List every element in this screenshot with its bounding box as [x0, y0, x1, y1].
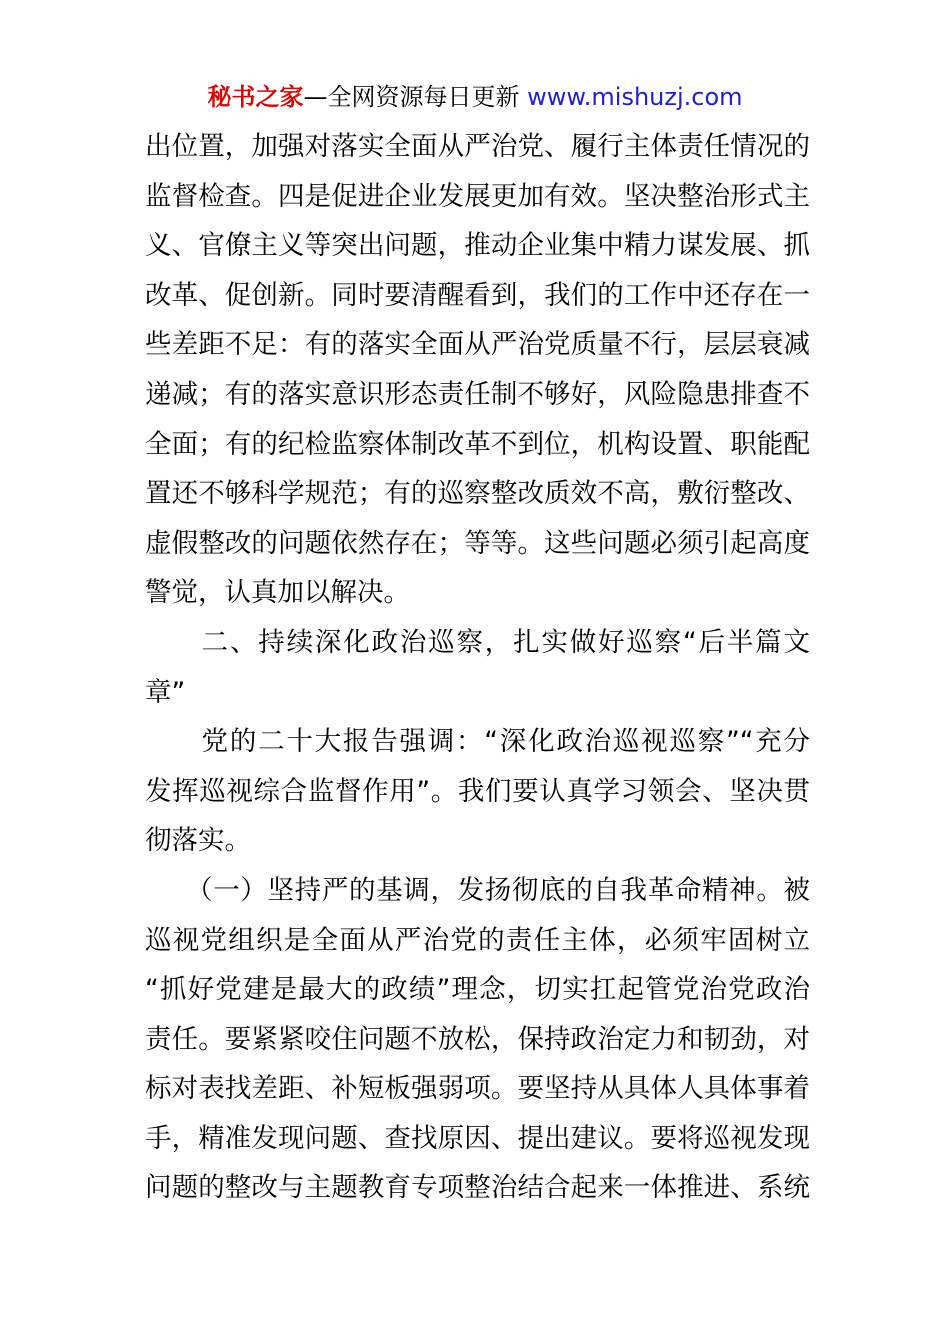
section-heading-line: 二、持续深化政治巡察，扎实做好巡察“后半篇文	[145, 626, 810, 658]
text-line: 标对表找差距、补短板强弱项。要坚持从具体人具体事着	[145, 1073, 810, 1105]
header-brand: 秘书之家	[207, 83, 304, 111]
section-heading-line: 章”	[145, 676, 186, 708]
text-line: 些差距不足：有的落实全面从严治党质量不行，层层衰减	[145, 329, 810, 361]
text-line: 彻落实。	[145, 825, 251, 857]
text-line: 巡视党组织是全面从严治党的责任主体，必须牢固树立	[145, 924, 810, 956]
text-line: 置还不够科学规范；有的巡察整改质效不高，敷衍整改、	[145, 478, 810, 510]
text-line: 改革、促创新。同时要清醒看到，我们的工作中还存在一	[145, 279, 810, 311]
header-slogan: —全网资源每日更新	[303, 83, 528, 111]
text-line: “抓好党建是最大的政绩”理念，切实扛起管党治党政治	[145, 974, 810, 1006]
text-line: 警觉，认真加以解决。	[145, 577, 410, 609]
text-line: 全面；有的纪检监察体制改革不到位，机构设置、职能配	[145, 428, 810, 460]
header-url-link[interactable]: www.mishuzj.com	[527, 83, 743, 111]
text-line: 递减；有的落实意识形态责任制不够好，风险隐患排查不	[145, 378, 810, 410]
text-line: 监督检查。四是促进企业发展更加有效。坚决整治形式主	[145, 180, 810, 212]
text-line: 党的二十大报告强调：“深化政治巡视巡察”“充分	[145, 726, 810, 758]
text-line: 虚假整改的问题依然存在；等等。这些问题必须引起高度	[145, 527, 810, 559]
text-line: 出位置，加强对落实全面从严治党、履行主体责任情况的	[145, 131, 810, 162]
text-line: 手，精准发现问题、查找原因、提出建议。要将巡视发现	[145, 1122, 810, 1154]
text-line: 义、官僚主义等突出问题，推动企业集中精力谋发展、抓	[145, 230, 810, 262]
page-header	[0, 80, 950, 114]
text-line: 问题的整改与主题教育专项整治结合起来一体推进、系统	[145, 1172, 810, 1204]
document-body	[145, 122, 810, 1213]
text-line: 发挥巡视综合监督作用”。我们要认真学习领会、坚决贯	[145, 775, 810, 807]
text-line: （一）坚持严的基调，发扬彻底的自我革命精神。被	[145, 874, 810, 906]
text-line: 责任。要紧紧咬住问题不放松，保持政治定力和韧劲，对	[145, 1023, 810, 1055]
